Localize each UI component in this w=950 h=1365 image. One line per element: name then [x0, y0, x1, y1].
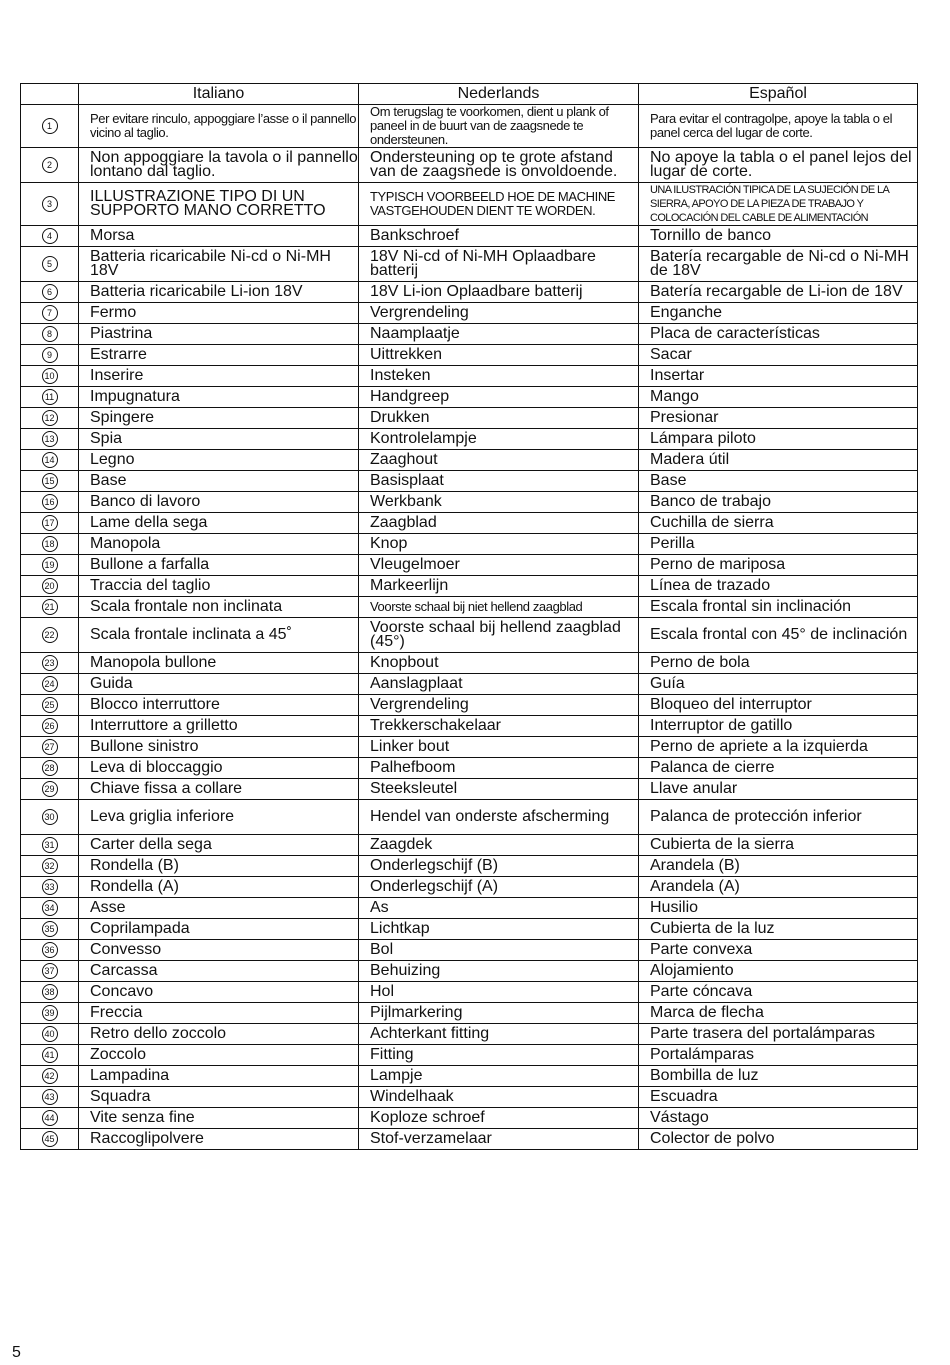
row-number [21, 555, 79, 576]
dutch-term: Werkbank [359, 492, 639, 513]
table-row [21, 105, 918, 148]
dutch-term: Markeerlijn [359, 576, 639, 597]
italian-term: Interruttore a grilletto [79, 716, 359, 737]
table-row [21, 148, 918, 183]
dutch-term: Voorste schaal bij niet hellend zaagblad [359, 597, 639, 618]
dutch-term: Ondersteuning op te grote afstand van de zaagsnede is onvoldoende. [359, 148, 639, 183]
row-number-badge: 13 [42, 431, 58, 447]
spanish-term: Husilio [639, 898, 918, 919]
spanish-term: Tornillo de banco [639, 226, 918, 247]
italian-term: Banco di lavoro [79, 492, 359, 513]
table-row [21, 758, 918, 779]
dutch-term: Lampje [359, 1066, 639, 1087]
table-row [21, 1045, 918, 1066]
italian-term: Vite senza fine [79, 1108, 359, 1129]
dutch-term: Linker bout [359, 737, 639, 758]
row-number-badge: 45 [42, 1131, 58, 1147]
row-number-badge: 40 [42, 1026, 58, 1042]
row-number-badge: 11 [42, 389, 58, 405]
row-number-badge: 41 [42, 1047, 58, 1063]
row-number [21, 940, 79, 961]
table-row [21, 345, 918, 366]
row-number [21, 148, 79, 183]
table-row [21, 555, 918, 576]
spanish-term: Batería recargable de Li-ion de 18V [639, 282, 918, 303]
header-espanol: Español [639, 84, 918, 105]
table-row [21, 1087, 918, 1108]
spanish-term: Palanca de cierre [639, 758, 918, 779]
table-row [21, 1024, 918, 1045]
italian-term: Manopola [79, 534, 359, 555]
row-number [21, 324, 79, 345]
italian-term: Piastrina [79, 324, 359, 345]
italian-term: Scala frontale inclinata a 45˚ [79, 618, 359, 653]
row-number-badge: 29 [42, 781, 58, 797]
table-row [21, 471, 918, 492]
row-number [21, 1129, 79, 1150]
row-number-badge: 42 [42, 1068, 58, 1084]
spanish-term: Palanca de protección inferior [639, 800, 918, 835]
italian-term: Spingere [79, 408, 359, 429]
dutch-term: Onderlegschijf (A) [359, 877, 639, 898]
row-number-badge: 43 [42, 1089, 58, 1105]
dutch-term: Zaagdek [359, 835, 639, 856]
dutch-term: Stof-verzamelaar [359, 1129, 639, 1150]
spanish-term: Batería recargable de Ni-cd o Ni-MH de 18V [639, 247, 918, 282]
dutch-term: Bankschroef [359, 226, 639, 247]
italian-term: Leva griglia inferiore [79, 800, 359, 835]
row-number-badge: 5 [42, 256, 58, 272]
header-nederlands: Nederlands [359, 84, 639, 105]
table-row [21, 919, 918, 940]
italian-term: Rondella (A) [79, 877, 359, 898]
italian-term: Estrarre [79, 345, 359, 366]
table-row [21, 387, 918, 408]
row-number [21, 877, 79, 898]
row-number-badge: 44 [42, 1110, 58, 1126]
table-row [21, 324, 918, 345]
spanish-term: Banco de trabajo [639, 492, 918, 513]
table-row [21, 226, 918, 247]
spanish-term: Perno de mariposa [639, 555, 918, 576]
table-row [21, 247, 918, 282]
table-row [21, 450, 918, 471]
italian-term: Freccia [79, 1003, 359, 1024]
row-number-badge: 32 [42, 858, 58, 874]
dutch-term: Zaaghout [359, 450, 639, 471]
row-number [21, 758, 79, 779]
spanish-term: Arandela (A) [639, 877, 918, 898]
spanish-term: Alojamiento [639, 961, 918, 982]
spanish-term: Cuchilla de sierra [639, 513, 918, 534]
dutch-term: Trekkerschakelaar [359, 716, 639, 737]
italian-term: Chiave fissa a collare [79, 779, 359, 800]
spanish-term: Portalámparas [639, 1045, 918, 1066]
table-row [21, 835, 918, 856]
row-number [21, 471, 79, 492]
italian-term: Legno [79, 450, 359, 471]
italian-term: Scala frontale non inclinata [79, 597, 359, 618]
row-number-badge: 38 [42, 984, 58, 1000]
row-number [21, 1024, 79, 1045]
row-number-badge: 16 [42, 494, 58, 510]
dutch-term: Koploze schroef [359, 1108, 639, 1129]
row-number [21, 492, 79, 513]
row-number [21, 1108, 79, 1129]
spanish-term: Base [639, 471, 918, 492]
row-number-badge: 26 [42, 718, 58, 734]
row-number [21, 898, 79, 919]
spanish-term: Llave anular [639, 779, 918, 800]
spanish-term: Lámpara piloto [639, 429, 918, 450]
dutch-term: Knop [359, 534, 639, 555]
italian-term: Non appoggiare la tavola o il pannello lontano dal taglio. [79, 148, 359, 183]
dutch-term: Achterkant fitting [359, 1024, 639, 1045]
dutch-term: Drukken [359, 408, 639, 429]
dutch-term: Basisplaat [359, 471, 639, 492]
italian-term: Guida [79, 674, 359, 695]
row-number-badge: 25 [42, 697, 58, 713]
dutch-term: Insteken [359, 366, 639, 387]
row-number [21, 919, 79, 940]
row-number-badge: 39 [42, 1005, 58, 1021]
dutch-term: 18V Ni-cd of Ni-MH Oplaadbare batterij [359, 247, 639, 282]
table-row [21, 1003, 918, 1024]
row-number [21, 597, 79, 618]
row-number [21, 695, 79, 716]
row-number-badge: 36 [42, 942, 58, 958]
dutch-term: Steeksleutel [359, 779, 639, 800]
row-number [21, 618, 79, 653]
spanish-term: Cubierta de la luz [639, 919, 918, 940]
row-number-badge: 15 [42, 473, 58, 489]
dutch-term: Zaagblad [359, 513, 639, 534]
dutch-term: Bol [359, 940, 639, 961]
dutch-term: Kontrolelampje [359, 429, 639, 450]
table-row [21, 695, 918, 716]
row-number [21, 737, 79, 758]
row-number-badge: 24 [42, 676, 58, 692]
spanish-term: Placa de características [639, 324, 918, 345]
italian-term: Carcassa [79, 961, 359, 982]
italian-term: Morsa [79, 226, 359, 247]
row-number-badge: 17 [42, 515, 58, 531]
table-row [21, 982, 918, 1003]
row-number [21, 345, 79, 366]
page-number: 5 [12, 1344, 21, 1361]
dutch-term: Uittrekken [359, 345, 639, 366]
spanish-term: Parte convexa [639, 940, 918, 961]
row-number [21, 247, 79, 282]
spanish-term: No apoye la tabla o el panel lejos del lugar de corte. [639, 148, 918, 183]
header-italiano: Italiano [79, 84, 359, 105]
dutch-term: Vleugelmoer [359, 555, 639, 576]
dutch-term: Om terugslag te voorkomen, dient u plank of paneel in de buurt van de zaagsnede te ondersteunen. [359, 105, 639, 148]
dutch-term: Palhefboom [359, 758, 639, 779]
row-number [21, 513, 79, 534]
row-number [21, 303, 79, 324]
italian-term: Convesso [79, 940, 359, 961]
dutch-term: Behuizing [359, 961, 639, 982]
italian-term: Inserire [79, 366, 359, 387]
italian-term: Raccoglipolvere [79, 1129, 359, 1150]
italian-term: Traccia del taglio [79, 576, 359, 597]
spanish-term: Bombilla de luz [639, 1066, 918, 1087]
row-number [21, 534, 79, 555]
row-number-badge: 21 [42, 599, 58, 615]
table-row [21, 366, 918, 387]
row-number [21, 1003, 79, 1024]
row-number [21, 982, 79, 1003]
italian-term: Retro dello zoccolo [79, 1024, 359, 1045]
table-row [21, 1066, 918, 1087]
spanish-term: Para evitar el contragolpe, apoye la tabla o el panel cerca del lugar de corte. [639, 105, 918, 148]
row-number [21, 429, 79, 450]
row-number [21, 1087, 79, 1108]
table-row [21, 800, 918, 835]
row-number [21, 835, 79, 856]
italian-term: Batteria ricaricabile Ni-cd o Ni-MH 18V [79, 247, 359, 282]
row-number [21, 961, 79, 982]
row-number-badge: 2 [42, 157, 58, 173]
row-number-badge: 28 [42, 760, 58, 776]
row-number [21, 576, 79, 597]
spanish-term: Guía [639, 674, 918, 695]
table-row [21, 940, 918, 961]
row-number-badge: 30 [42, 809, 58, 825]
spanish-term: Sacar [639, 345, 918, 366]
dutch-term: Pijlmarkering [359, 1003, 639, 1024]
dutch-term: Knopbout [359, 653, 639, 674]
row-number [21, 779, 79, 800]
spanish-term: Marca de flecha [639, 1003, 918, 1024]
row-number-badge: 10 [42, 368, 58, 384]
row-number-badge: 8 [42, 326, 58, 342]
table-row [21, 282, 918, 303]
dutch-term: Handgreep [359, 387, 639, 408]
table-row [21, 1108, 918, 1129]
row-number-badge: 9 [42, 347, 58, 363]
row-number [21, 1045, 79, 1066]
row-number-badge: 20 [42, 578, 58, 594]
table-row [21, 534, 918, 555]
table-row [21, 513, 918, 534]
italian-term: Base [79, 471, 359, 492]
table-row [21, 898, 918, 919]
italian-term: Batteria ricaricabile Li-ion 18V [79, 282, 359, 303]
dutch-term: Lichtkap [359, 919, 639, 940]
italian-term: Spia [79, 429, 359, 450]
spanish-term: Escala frontal sin inclinación [639, 597, 918, 618]
italian-term: Carter della sega [79, 835, 359, 856]
row-number [21, 674, 79, 695]
dutch-term: TYPISCH VOORBEELD HOE DE MACHINE VASTGEHOUDEN DIENT TE WORDEN. [359, 183, 639, 226]
dutch-term: Hol [359, 982, 639, 1003]
table-row [21, 303, 918, 324]
row-number [21, 856, 79, 877]
spanish-term: Insertar [639, 366, 918, 387]
table-row [21, 653, 918, 674]
italian-term: Manopola bullone [79, 653, 359, 674]
spanish-term: Colector de polvo [639, 1129, 918, 1150]
table-row [21, 779, 918, 800]
italian-term: Lampadina [79, 1066, 359, 1087]
dutch-term: Hendel van onderste afscherming [359, 800, 639, 835]
spanish-term: Madera útil [639, 450, 918, 471]
italian-term: Blocco interruttore [79, 695, 359, 716]
italian-term: ILLUSTRAZIONE TIPO DI UN SUPPORTO MANO CORRETTO [79, 183, 359, 226]
italian-term: Coprilampada [79, 919, 359, 940]
row-number [21, 282, 79, 303]
row-number-badge: 37 [42, 963, 58, 979]
row-number [21, 653, 79, 674]
row-number-badge: 23 [42, 655, 58, 671]
italian-term: Leva di bloccaggio [79, 758, 359, 779]
row-number-badge: 4 [42, 228, 58, 244]
italian-term: Concavo [79, 982, 359, 1003]
spanish-term: Enganche [639, 303, 918, 324]
spanish-term: Bloqueo del interruptor [639, 695, 918, 716]
header-number [21, 84, 79, 105]
dutch-term: Vergrendeling [359, 303, 639, 324]
row-number-badge: 7 [42, 305, 58, 321]
spanish-term: Escuadra [639, 1087, 918, 1108]
row-number [21, 800, 79, 835]
spanish-term: Arandela (B) [639, 856, 918, 877]
row-number-badge: 12 [42, 410, 58, 426]
table-row [21, 737, 918, 758]
row-number [21, 1066, 79, 1087]
table-row [21, 877, 918, 898]
row-number [21, 408, 79, 429]
legend-table [20, 83, 918, 1150]
table-row [21, 183, 918, 226]
italian-term: Impugnatura [79, 387, 359, 408]
row-number-badge: 3 [42, 196, 58, 212]
dutch-term: Aanslagplaat [359, 674, 639, 695]
table-row [21, 576, 918, 597]
italian-term: Rondella (B) [79, 856, 359, 877]
spanish-term: Presionar [639, 408, 918, 429]
header-row [21, 84, 918, 105]
spanish-term: Parte cóncava [639, 982, 918, 1003]
table-row [21, 961, 918, 982]
row-number [21, 183, 79, 226]
table-row [21, 856, 918, 877]
dutch-term: 18V Li-ion Oplaadbare batterij [359, 282, 639, 303]
table-row [21, 716, 918, 737]
row-number [21, 387, 79, 408]
spanish-term: Perno de apriete a la izquierda [639, 737, 918, 758]
table-row [21, 597, 918, 618]
row-number-badge: 1 [42, 118, 58, 134]
table-row [21, 674, 918, 695]
spanish-term: Escala frontal con 45° de inclinación [639, 618, 918, 653]
table-row [21, 1129, 918, 1150]
row-number [21, 716, 79, 737]
italian-term: Fermo [79, 303, 359, 324]
table-row [21, 492, 918, 513]
row-number-badge: 6 [42, 284, 58, 300]
italian-term: Lame della sega [79, 513, 359, 534]
dutch-term: As [359, 898, 639, 919]
spanish-term: Línea de trazado [639, 576, 918, 597]
row-number [21, 226, 79, 247]
italian-term: Zoccolo [79, 1045, 359, 1066]
spanish-term: Perno de bola [639, 653, 918, 674]
italian-term: Per evitare rinculo, appoggiare l’asse o il pannello vicino al taglio. [79, 105, 359, 148]
spanish-term: Vástago [639, 1108, 918, 1129]
dutch-term: Voorste schaal bij hellend zaagblad (45°) [359, 618, 639, 653]
table-row [21, 408, 918, 429]
italian-term: Bullone sinistro [79, 737, 359, 758]
row-number [21, 366, 79, 387]
table-row [21, 429, 918, 450]
spanish-term: Interruptor de gatillo [639, 716, 918, 737]
row-number-badge: 19 [42, 557, 58, 573]
dutch-term: Naamplaatje [359, 324, 639, 345]
row-number-badge: 33 [42, 879, 58, 895]
spanish-term: Parte trasera del portalámparas [639, 1024, 918, 1045]
row-number-badge: 14 [42, 452, 58, 468]
row-number-badge: 22 [42, 627, 58, 643]
italian-term: Squadra [79, 1087, 359, 1108]
dutch-term: Fitting [359, 1045, 639, 1066]
spanish-term: Perilla [639, 534, 918, 555]
dutch-term: Windelhaak [359, 1087, 639, 1108]
row-number-badge: 27 [42, 739, 58, 755]
dutch-term: Onderlegschijf (B) [359, 856, 639, 877]
spanish-term: Cubierta de la sierra [639, 835, 918, 856]
spanish-term: Mango [639, 387, 918, 408]
row-number [21, 105, 79, 148]
italian-term: Asse [79, 898, 359, 919]
row-number-badge: 35 [42, 921, 58, 937]
dutch-term: Vergrendeling [359, 695, 639, 716]
row-number-badge: 34 [42, 900, 58, 916]
spanish-term: UNA ILUSTRACIÓN TIPICA DE LA SUJECIÓN DE LA SIERRA, APOYO DE LA PIEZA DE TRABAJO Y COLOCACIÓN DEL CABLE DE ALIMENTACIÓN [639, 183, 918, 226]
row-number-badge: 18 [42, 536, 58, 552]
row-number [21, 450, 79, 471]
row-number-badge: 31 [42, 837, 58, 853]
table-row [21, 618, 918, 653]
italian-term: Bullone a farfalla [79, 555, 359, 576]
